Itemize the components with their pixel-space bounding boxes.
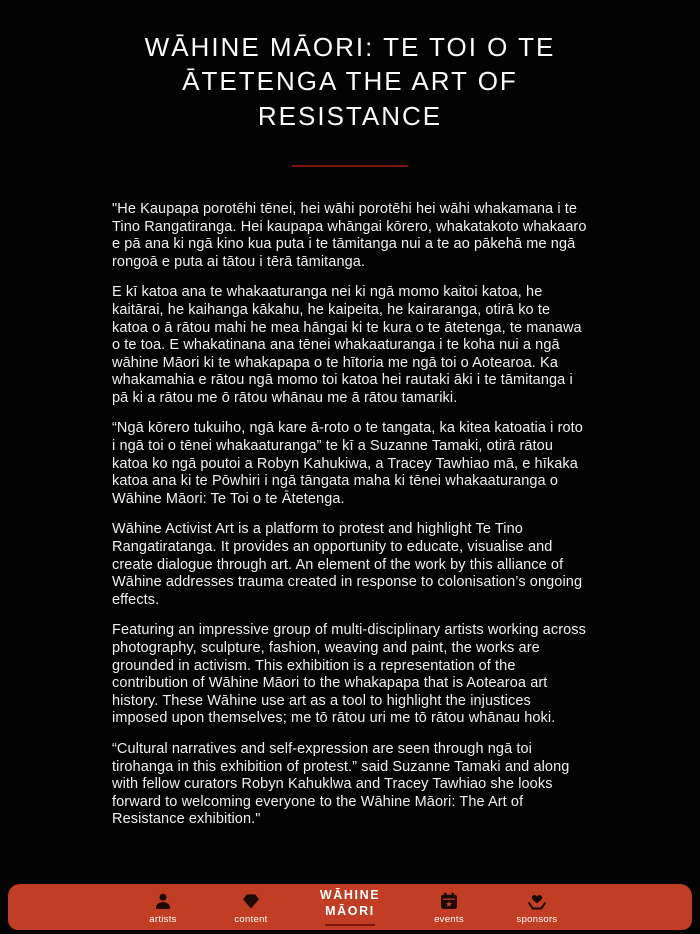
title-divider — [292, 165, 408, 167]
nav-item-artists[interactable] — [132, 889, 194, 925]
page-title-line: WĀHINE MĀORI: TE TOI O TE — [144, 32, 556, 62]
paragraph: “Ngā kōrero tukuiho, ngā kare ā-roto o te tangata, ka kitea katoatia i roto i ngā toi o tēnei whakaaturanga” te kī a Suzanne Tamaki, otirā rātou katoa ko ngā poutoi a Robyn Kahukiwa, a Tracey Tawhiao mā, e hīkaka katoa ana ki te Pōwhiri i ngā tāngata maha ki tēnei whakaaturanga o Wāhine Māori: Te Toi o te Ātetenga. — [112, 420, 583, 507]
paragraph: E kī katoa ana te whakaaturanga nei ki ngā momo kaitoi katoa, he kaitārai, he kaihanga kākahu, he kaipeita, he kairaranga, otirā ko te katoa o ā rātou mahi he mea hāngai ki te kura o te ātetenga, te manawa o te toa. E whakatinana ana tēnei whakaaturanga i te koha nui a ngā wāhine Māori ki te whakapapa o te hītoria me ngā toi o Aotearoa. Ka whakamahia e rātou ngā momo toi katoa hei rautaki āki i te tāmitanga i pā ki a rātou me ō rātou whānau me ā rātou tamariki. — [112, 284, 582, 406]
header — [0, 0, 700, 167]
nav-item-content[interactable] — [220, 889, 282, 925]
heart-hands-icon — [527, 891, 547, 911]
nav-item-label: sponsors — [516, 914, 558, 925]
article-body — [112, 201, 588, 829]
person-icon — [153, 891, 173, 911]
page-title — [135, 30, 565, 133]
nav-item-label: artists — [149, 914, 177, 925]
page-title-line: ĀTETENGA THE ART OF — [182, 66, 518, 97]
paragraph: Featuring an impressive group of multi-disciplinary artists working across photography, sculpture, fashion, weaving and paint, the works are grounded in activism. This exhibition is a representation of the contribution of Wāhine Māori to the whakapapa that is Aotearoa art history. These Wāhine use art as a tool to highlight the injustices imposed upon themselves; me tō rātou uri me tō rātou whānau hoki. — [112, 622, 586, 727]
bottom-nav — [8, 884, 692, 930]
nav-app-title-line: MĀORI — [325, 904, 375, 918]
nav-item-label: events — [434, 914, 464, 925]
calendar-icon — [439, 891, 459, 911]
nav-item-events[interactable] — [418, 889, 480, 925]
paragraph: Wāhine Activist Art is a platform to protest and highlight Te Tino Rangatiratanga. It provides an opportunity to educate, visualise and create dialogue through art. An element of the work by this alliance of Wāhine addresses trauma created in response to colonisation’s ongoing effects. — [112, 521, 583, 608]
nav-app-title-line: WĀHINE — [319, 888, 381, 903]
nav-active-underline — [325, 924, 375, 926]
diamond-icon — [241, 891, 261, 911]
paragraph: "He Kaupapa porotēhi tēnei, hei wāhi porotēhi hei wāhi whakamana i te Tino Rangatiranga. Hei kaupapa whāngai kōrero, whakatakoto whakaaro e pā ana ki ngā kino kua puta i te tāmitanga nui a te ao pākehā me ngā rongoā e puta ai tātou i tērā tāmitanga. — [112, 200, 587, 270]
nav-item-label: content — [234, 914, 268, 925]
nav-item-sponsors[interactable] — [506, 889, 568, 925]
paragraph: “Cultural narratives and self-expression are seen through ngā toi tirohanga in this exhibition of protest.” said Suzanne Tamaki and along with fellow curators Robyn Kahuklwa and Tracey Tawhiao she looks forward to welcoming everyone to the Wāhine Māori: The Art of Resistance exhibition." — [112, 740, 570, 828]
nav-app-title[interactable] — [308, 888, 392, 925]
page-title-line: RESISTANCE — [257, 100, 443, 131]
